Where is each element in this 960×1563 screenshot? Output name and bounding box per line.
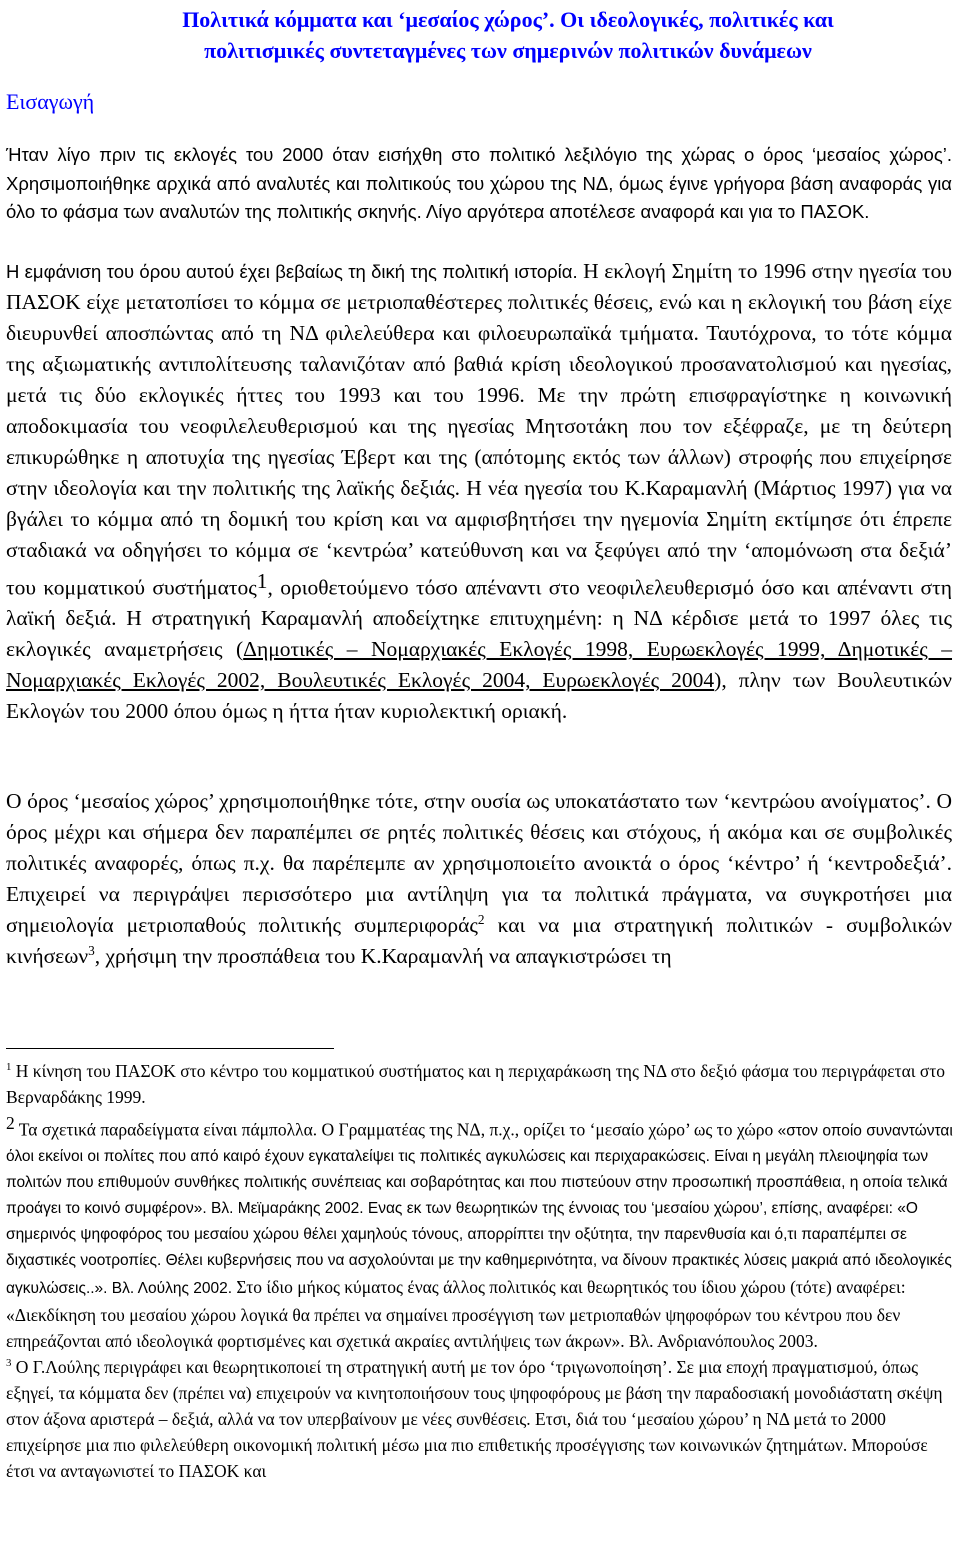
history-continuation: , οριοθετούμενο τόσο απέναντι στο νεοφιλελευθερισμό όσο και απέναντι στη λαϊκή δεξιά. Η στρατηγική Καραμανλή αποδείχτηκε επιτυχημένη: η ΝΔ κέρδισε μετά το 1997 όλες τις εκλογικές αναμετρήσεις (: [6, 575, 952, 662]
footnote-2-quotes: «στον οποίο συναντώνται όλοι εκείνοι οι πολίτες που από καιρό έχουν εγκαταλείψει τις πολιτικές αγκυλώσεις και περιχαρακώσεις. Είναι η μεγάλη πλειοψηφία των πολιτών που επιθυμούν συνθήκες πολιτικής συνέπειας και σοβαρότητας και που πιστεύουν στην προσωπική προσπάθεια, η οποία τελικά προάγει το κοινό συμφέρον». Βλ. Μεϊμαράκης 2002. Ενας εκ των θεωρητικών της έννοιας του ‘μεσαίου χώρου’, επίσης, αναφέρει: «Ο σημερινός ψηφοφόρος του μεσαίου χώρου θέλει χαμηλούς τόνους, απορρίπτει την οξύτητα, την παρενθυσία και ό,τι παραπέμπει σε διχαστικές νοοτροπίες. Θέλει κυβερνήσεις που να ασχολούνται με την καθημερινότητα, να δίνουν πρακτικές λύσεις μακριά από ιδεολογικές αγκυλώσεις..». Βλ. Λούλης 2002.: [6, 1122, 953, 1298]
footnote-2-number: 2: [6, 1113, 15, 1133]
footnote-divider: [6, 1048, 334, 1049]
footnote-2-lead: Τα σχετικά παραδείγματα είναι πάμπολλα. Ο Γραμματέας της ΝΔ, π.χ., ορίζει το ‘μεσαίο χώρο’ ως το χώρο: [14, 1119, 778, 1140]
middle-ground-text-b: και να μια στρατηγική πολιτικών - συμβολικών κινήσεων: [6, 913, 952, 968]
footnotes: [6, 1058, 954, 1484]
footnote-ref-3[interactable]: 3: [88, 942, 95, 958]
footnote-ref-1[interactable]: 1: [256, 569, 268, 593]
footnote-3-number: 3: [6, 1357, 12, 1370]
section-heading: Εισαγωγή: [6, 89, 95, 114]
footnote-1: [6, 1058, 954, 1110]
middle-ground-paragraph: [6, 786, 952, 972]
footnote-3: [6, 1354, 954, 1484]
title-line-1: Πολιτικά κόμματα και ‘μεσαίος χώρος’. Οι ιδεολογικές, πολιτικές και: [182, 7, 834, 32]
history-paragraph: [6, 256, 952, 727]
intro-paragraph: Ήταν λίγο πριν τις εκλογές του 2000 όταν εισήχθη στο πολιτικό λεξιλόγιο της χώρας ο όρος ‘μεσαίος χώρος’. Χρησιμοποιήθηκε αρχικά από αναλυτές και πολιτικούς του χώρου της ΝΔ, όμως έγινε γρήγορα βάση αναφοράς για όλο το φάσμα των αναλυτών της πολιτικής σκηνής. Λίγο αργότερα αποτέλεσε αναφορά και για το ΠΑΣΟΚ.: [6, 144, 952, 222]
footnote-1-number: 1: [6, 1061, 12, 1074]
document-title: [68, 4, 948, 66]
history-lead-sentence: Η εμφάνιση του όρου αυτού έχει βεβαίως τη δική της πολιτική ιστορία.: [6, 261, 578, 282]
footnote-2: [6, 1110, 954, 1354]
middle-ground-text-c: , χρήσιμη την προσπάθεια του Κ.Καραμανλή να απαγκιστρώσει τη: [94, 944, 672, 968]
footnote-2-tail: Στο ίδιο μήκος κύματος ένας άλλος πολιτικός και θεωρητικός του ίδιου χώρου (τότε) αναφέρει: «Διεκδίκηση του μεσαίου χώρου λογικά θα πρέπει να σημαίνει προσέγγιση των μετριοπαθών ψηφοφόρων του κέντρου που δεν επηρεάζονται από ιδεολογικά φορτισμένες και σχετικά ακραίες αντιλήψεις των άκρων». Βλ. Ανδριανόπουλος 2003.: [6, 1277, 906, 1352]
footnote-ref-2[interactable]: 2: [477, 911, 485, 927]
footnote-3-text: Ο Γ.Λούλης περιγράφει και θεωρητικοποιεί τη στρατηγική αυτή με τον όρο ‘τριγωνοποίηση’. Σε μια εποχή πραγματισμού, όπως εξηγεί, τα κόμματα δεν (πρέπει να) επιχειρούν να κινητοποιήσουν τους ψηφοφόρους με βάση την παραδοσιακή μονοδιάστατη σκέψη στον άξονα αριστερά – δεξιά, αλλά να τον υπερβαίνουν με νέες συνθέσεις. Ετσι, διά του ‘μεσαίου χώρου’ η ΝΔ μετά το 2000 επιχείρησε μια πιο φιλελεύθερη οικονομική πολιτική μέσω μια πιο επιθετικής προσέγγισης των κοινωνικών ζητημάτων. Μπορούσε έτσι να ανταγωνιστεί το ΠΑΣΟΚ και: [6, 1357, 943, 1482]
middle-ground-text-a: Ο όρος ‘μεσαίος χώρος’ χρησιμοποιήθηκε τότε, στην ουσία ως υποκατάστατο των ‘κεντρώου ανοίγματος’. Ο όρος μέχρι και σήμερα δεν παραπέμπει σε ρητές πολιτικές θέσεις και στόχους, ή ακόμα και σε συμβολικές πολιτικές αναφορές, όπως π.χ. θα παρέπεμπε αν χρησιμοποιείτο ανοικτά ο όρος ‘κέντρο’ ή ‘κεντροδεξιά’. Επιχειρεί να περιγράψει περισσότερο μια αντίληψη για τα πολιτικά πράγματα, να συγκροτήσει μια σημειολογία μετριοπαθούς πολιτικής συμπεριφοράς: [6, 789, 952, 937]
title-line-2: πολιτισμικές συντεταγμένες των σημερινών πολιτικών δυνάμεων: [204, 38, 812, 63]
elections-list: Δημοτικές – Νομαρχιακές Εκλογές 1998, Ευρωεκλογές 1999, Δημοτικές – Νομαρχιακές Εκλογές 2002, Βουλευτικές Εκλογές 2004, Ευρωεκλογές 2004: [6, 637, 953, 693]
history-body: Η εκλογή Σημίτη το 1996 στην ηγεσία του ΠΑΣΟΚ είχε μετατοπίσει το κόμμα σε μετριοπαθέστερες πολιτικές θέσεις, ενώ και η εκλογική του βάση είχε διευρυνθεί αποσπώντας από τη ΝΔ φιλελεύθερα και φιλοευρωπαϊκά τμήματα. Ταυτόχρονα, το τότε κόμμα της αξιωματικής αντιπολίτευσης ταλανιζόταν από βαθιά κρίση ιδεολογικού προσανατολισμού και ηγεσίας, μετά τις δύο εκλογικές ήττες του 1993 και του 1996. Με την πρώτη επισφραγίστηκε η κοινωνική αποδοκιμασία του νεοφιλελευθερισμού και της ηγεσίας Μητσοτάκη που τον εξέφραζε, με τη δεύτερη επικυρώθηκε η αποτυχία της ηγεσίας Έβερτ και της (απότομης εκτός των άλλων) στροφής που επιχείρησε στην ιδεολογία και την πολιτικής της λαϊκής δεξιάς. Η νέα ηγεσία του Κ.Καραμανλή (Μάρτιος 1997) για να βγάλει το κόμμα από τη δομική του κρίση και να αμφισβητήσει την ηγεμονία Σημίτη εκτίμησε ότι έπρεπε σταδιακά να οδηγήσει το κόμμα σε ‘κεντρώα’ κατεύθυνση και να ξεφύγει από την ‘απομόνωση στα δεξιά’ του κομματικού συστήματος: [6, 259, 952, 600]
history-ending: ), πλην των Βουλευτικών Εκλογών του 2000 όπου όμως η ήττα ήταν κυριολεκτική οριακή.: [6, 668, 952, 724]
footnote-1-text: Η κίνηση του ΠΑΣΟΚ στο κέντρο του κομματικού συστήματος και η περιχαράκωση της ΝΔ στο δεξιό φάσμα του περιγράφεται στο Βερναρδάκης 1999.: [6, 1061, 946, 1107]
